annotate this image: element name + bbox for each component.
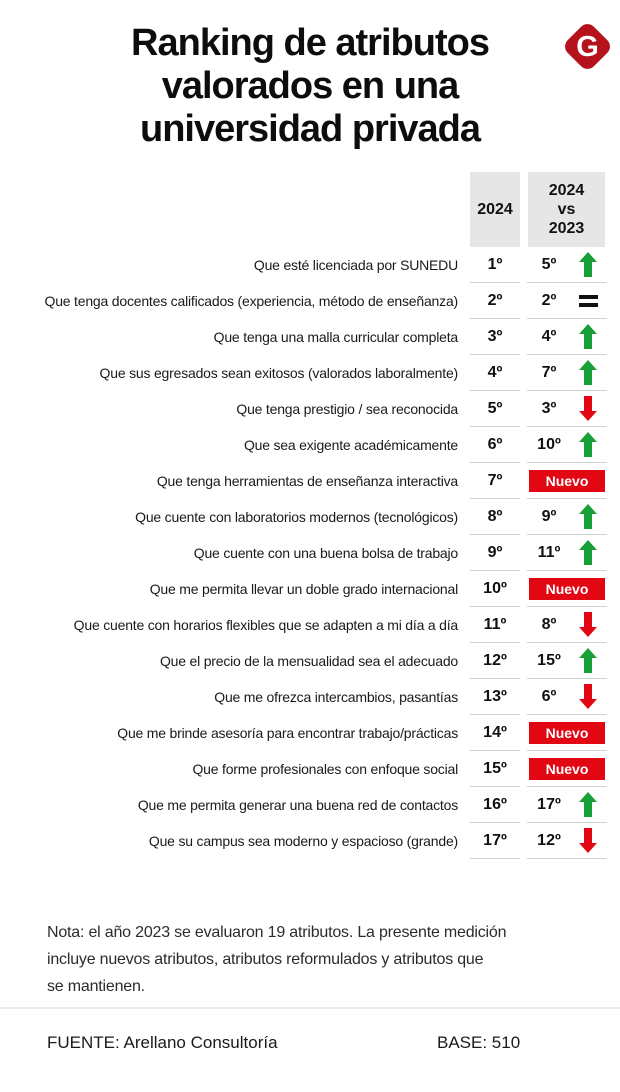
trend-indicator xyxy=(571,828,605,853)
change-cell xyxy=(527,391,607,427)
attribute-label: Que me permita llevar un doble grado internacional xyxy=(149,581,458,597)
table-row xyxy=(0,751,620,787)
trend-up-icon xyxy=(579,324,597,349)
attribute-label: Que tenga docentes calificados (experiencia, método de enseñanza) xyxy=(44,293,458,309)
prev-wrap xyxy=(527,612,607,637)
trend-indicator xyxy=(571,432,605,457)
rank-2024: 15º xyxy=(470,751,520,787)
change-cell xyxy=(527,463,607,499)
change-cell xyxy=(527,571,607,607)
column-header-2024-vs-2023 xyxy=(528,172,605,247)
vs-line-2: vs xyxy=(557,201,576,218)
rank-2023: 5º xyxy=(541,255,557,273)
rank-2024: 5º xyxy=(470,391,520,427)
trend-up-icon xyxy=(579,648,597,673)
table-row xyxy=(0,535,620,571)
table-row xyxy=(0,643,620,679)
change-cell xyxy=(527,283,607,319)
page-title xyxy=(0,22,620,151)
note-line-1: Nota: el año 2023 se evaluaron 19 atributos. La presente medición xyxy=(47,924,507,941)
attribute-label: Que sea exigente académicamente xyxy=(243,437,458,453)
rank-2024: 6º xyxy=(470,427,520,463)
prev-wrap xyxy=(527,504,607,529)
rank-2023: 3º xyxy=(541,399,557,417)
prev-wrap xyxy=(527,432,607,457)
attribute-label: Que su campus sea moderno y espacioso (grande) xyxy=(148,833,458,849)
table-row xyxy=(0,283,620,319)
ranking-table xyxy=(0,247,620,859)
prev-wrap xyxy=(527,396,607,421)
change-cell xyxy=(527,535,607,571)
change-cell xyxy=(527,787,607,823)
rank-2024: 17º xyxy=(470,823,520,859)
attribute-label: Que forme profesionales con enfoque social xyxy=(192,761,458,777)
trend-indicator xyxy=(571,684,605,709)
trend-up-icon xyxy=(579,792,597,817)
attribute-label: Que cuente con horarios flexibles que se adapten a mi día a día xyxy=(73,617,458,633)
trend-equal-icon xyxy=(579,295,598,307)
table-row xyxy=(0,607,620,643)
rank-2023: 17º xyxy=(537,795,561,813)
rank-2024: 13º xyxy=(470,679,520,715)
rank-2023: 6º xyxy=(541,687,557,705)
trend-down-icon xyxy=(579,396,597,421)
attribute-label: Que sus egresados sean exitosos (valorados laboralmente) xyxy=(99,365,458,381)
attribute-label: Que el precio de la mensualidad sea el adecuado xyxy=(159,653,458,669)
table-row xyxy=(0,247,620,283)
note-line-2: incluye nuevos atributos, atributos reformulados y atributos que xyxy=(47,951,484,968)
rank-2024: 4º xyxy=(470,355,520,391)
change-cell xyxy=(527,823,607,859)
change-cell xyxy=(527,355,607,391)
trend-indicator xyxy=(571,324,605,349)
note-text xyxy=(47,919,527,1000)
prev-wrap xyxy=(527,540,607,565)
rank-2024: 10º xyxy=(470,571,520,607)
rank-2024: 11º xyxy=(470,607,520,643)
rank-2023: 8º xyxy=(541,615,557,633)
source-text: FUENTE: Arellano Consultoría xyxy=(47,1033,278,1052)
trend-indicator xyxy=(571,648,605,673)
rank-2023: 4º xyxy=(541,327,557,345)
table-row xyxy=(0,715,620,751)
trend-up-icon xyxy=(579,540,597,565)
rank-2024: 9º xyxy=(470,535,520,571)
trend-up-icon xyxy=(579,504,597,529)
attribute-label: Que tenga una malla curricular completa xyxy=(213,329,458,345)
column-header-2024: 2024 xyxy=(470,172,520,247)
rank-2024: 8º xyxy=(470,499,520,535)
trend-indicator xyxy=(571,612,605,637)
title-line-1: Ranking de atributos xyxy=(131,22,489,64)
attribute-label: Que cuente con laboratorios modernos (tecnológicos) xyxy=(135,509,458,525)
rank-2023: 15º xyxy=(537,651,561,669)
trend-up-icon xyxy=(579,432,597,457)
change-cell xyxy=(527,427,607,463)
footer-divider xyxy=(0,1007,620,1009)
vs-line-1: 2024 xyxy=(548,182,585,199)
nuevo-badge: Nuevo xyxy=(529,470,605,492)
table-row xyxy=(0,427,620,463)
change-cell xyxy=(527,319,607,355)
table-row xyxy=(0,571,620,607)
trend-indicator xyxy=(571,295,605,307)
change-cell xyxy=(527,751,607,787)
trend-up-icon xyxy=(579,252,597,277)
table-row xyxy=(0,355,620,391)
table-row xyxy=(0,391,620,427)
prev-wrap xyxy=(527,292,607,310)
trend-up-icon xyxy=(579,360,597,385)
table-row xyxy=(0,499,620,535)
rank-2023: 9º xyxy=(541,507,557,525)
trend-down-icon xyxy=(579,612,597,637)
trend-indicator xyxy=(571,792,605,817)
prev-wrap xyxy=(527,792,607,817)
vs-line-3: 2023 xyxy=(548,220,585,237)
trend-down-icon xyxy=(579,828,597,853)
rank-2023: 11º xyxy=(537,543,561,561)
title-line-3: universidad privada xyxy=(139,108,480,150)
rank-2024: 1º xyxy=(470,247,520,283)
attribute-label: Que cuente con una buena bolsa de trabajo xyxy=(193,545,458,561)
rank-2024: 2º xyxy=(470,283,520,319)
trend-indicator xyxy=(571,360,605,385)
attribute-label: Que tenga prestigio / sea reconocida xyxy=(236,401,458,417)
nuevo-badge: Nuevo xyxy=(529,758,605,780)
table-header xyxy=(0,172,620,247)
change-cell xyxy=(527,643,607,679)
rank-2024: 16º xyxy=(470,787,520,823)
table-row xyxy=(0,823,620,859)
rank-2023: 2º xyxy=(541,291,557,309)
title-line-2: valorados en una xyxy=(161,65,459,107)
header-gap xyxy=(520,172,528,247)
prev-wrap xyxy=(527,684,607,709)
prev-wrap xyxy=(527,324,607,349)
rank-2023: 12º xyxy=(537,831,561,849)
prev-wrap xyxy=(527,828,607,853)
gestion-logo-letter: G xyxy=(576,30,599,63)
table-row xyxy=(0,319,620,355)
gestion-logo xyxy=(561,20,613,72)
attribute-label: Que tenga herramientas de enseñanza interactiva xyxy=(156,473,458,489)
attribute-label: Que me ofrezca intercambios, pasantías xyxy=(214,689,458,705)
rank-2023: 10º xyxy=(537,435,561,453)
rank-2024: 14º xyxy=(470,715,520,751)
change-cell xyxy=(527,607,607,643)
rank-2023: 7º xyxy=(541,363,557,381)
trend-indicator xyxy=(571,252,605,277)
note-line-3: se mantienen. xyxy=(47,978,145,995)
attribute-label: Que me brinde asesoría para encontrar trabajo/prácticas xyxy=(117,725,458,741)
footer xyxy=(47,1033,620,1055)
change-cell xyxy=(527,715,607,751)
nuevo-badge: Nuevo xyxy=(529,578,605,600)
change-cell xyxy=(527,247,607,283)
nuevo-badge: Nuevo xyxy=(529,722,605,744)
attribute-label: Que esté licenciada por SUNEDU xyxy=(253,257,458,273)
table-row xyxy=(0,463,620,499)
trend-indicator xyxy=(571,396,605,421)
rank-2024: 12º xyxy=(470,643,520,679)
trend-down-icon xyxy=(579,684,597,709)
table-row xyxy=(0,679,620,715)
prev-wrap xyxy=(527,252,607,277)
trend-indicator xyxy=(571,504,605,529)
attribute-label: Que me permita generar una buena red de contactos xyxy=(137,797,458,813)
rank-2024: 7º xyxy=(470,463,520,499)
table-row xyxy=(0,787,620,823)
base-text: BASE: 510 xyxy=(437,1033,521,1052)
prev-wrap xyxy=(527,360,607,385)
header-spacer xyxy=(0,172,470,247)
trend-indicator xyxy=(571,540,605,565)
change-cell xyxy=(527,679,607,715)
rank-2024: 3º xyxy=(470,319,520,355)
prev-wrap xyxy=(527,648,607,673)
change-cell xyxy=(527,499,607,535)
